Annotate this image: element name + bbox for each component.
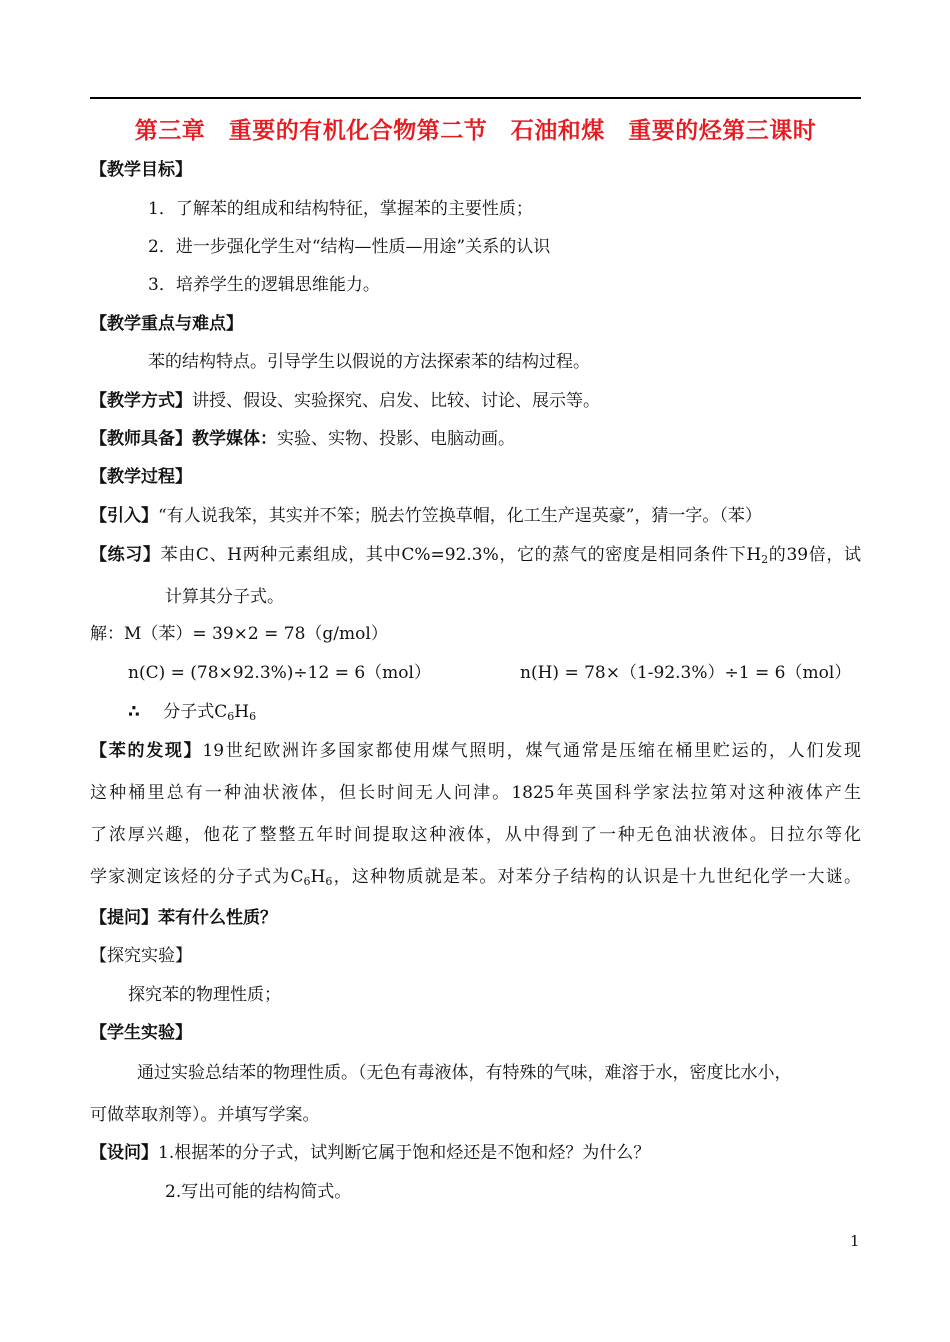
student-exp-line-2: 可做萃取剂等）。并填写学案。 [90,1105,320,1125]
discovery-text-4a: 学家测定该烃的分子式为C [90,867,304,887]
formula-sub-2: 6 [249,710,257,723]
formula-text-a: 分子式C [163,702,228,722]
exercise-subscript: 2 [761,553,769,566]
solution-nh: n(H) = 78×（1-92.3%）÷1 = 6（mol） [520,663,852,683]
inquiry-text: 探究苯的物理性质； [128,985,281,1005]
hypothesis-item-1: 1.根据苯的分子式，试判断它属于饱和烃还是不饱和烃？为什么？ [158,1143,651,1163]
solution-line-1: 解：M（苯）= 39×2 = 78（g/mol） [90,624,388,644]
discovery-sub-1: 6 [303,875,311,888]
discovery-line-2: 这种桶里总有一种油状液体，但长时间无人问津。1825年英国科学家法拉第对这种液体产生 [90,783,861,803]
header-rule [90,97,861,99]
intro-text: “有人说我笨，其实并不笨；脱去竹笠换草帽，化工生产逞英豪”，猜一字。（苯） [158,506,762,526]
discovery-line-4 [90,866,861,888]
student-exp-header: 【学生实验】 [90,1023,192,1043]
student-exp-line-1: 通过实验总结苯的物理性质。（无色有毒液体，有特殊的气味，难溶于水，密度比水小， [137,1063,792,1083]
intro-label: 【引入】 [90,506,158,526]
objective-item-2: 2．进一步强化学生对“结构—性质—用途”关系的认识 [148,237,551,257]
exercise-line-1 [90,544,861,566]
exercise-line-2: 计算其分子式。 [165,587,284,607]
key-points-text: 苯的结构特点。引导学生以假说的方法探索苯的结构过程。 [148,352,590,372]
key-points-header: 【教学重点与难点】 [90,314,243,334]
discovery-line-3: 了浓厚兴趣，他花了整整五年时间提取这种液体，从中得到了一种无色油状液体。日拉尔等化 [90,825,861,845]
teacher-prep-line [90,428,515,450]
hypothesis-item-2: 2.写出可能的结构简式。 [165,1182,352,1202]
hypothesis-label: 【设问】 [90,1143,158,1163]
discovery-text-4c: ，这种物质就是苯。对苯分子结构的认识是十九世纪化学一大谜。 [332,867,861,887]
methods-text: 讲授、假设、实验探究、启发、比较、讨论、展示等。 [192,391,600,411]
intro-line [90,505,762,527]
hypothesis-line-1 [90,1142,650,1164]
page-number: 1 [850,1232,860,1250]
teacher-prep-text: 实验、实物、投影、电脑动画。 [277,429,515,449]
solution-nc: n(C) = (78×92.3%)÷12 = 6（mol） [128,663,431,683]
objective-item-3: 3．培养学生的逻辑思维能力。 [148,275,380,295]
exercise-text-b: 的39倍，试 [768,545,861,565]
objectives-header: 【教学目标】 [90,160,192,180]
objective-item-1: 1．了解苯的组成和结构特征，掌握苯的主要性质； [148,199,533,219]
discovery-text-1: 19世纪欧洲许多国家都使用煤气照明，煤气通常是压缩在桶里贮运的，人们发现 [202,741,861,761]
discovery-sub-2: 6 [325,875,333,888]
therefore-symbol: ∴ [128,702,140,722]
discovery-line-1 [90,740,861,762]
discovery-label: 【苯的发现】 [90,741,203,761]
page-title: 第三章 重要的有机化合物第二节 石油和煤 重要的烃第三课时 [134,118,817,144]
discovery-text-4b: H [310,867,326,887]
question-line: 【提问】苯有什么性质？ [90,908,277,928]
methods-label: 【教学方式】 [90,391,192,411]
process-header: 【教学过程】 [90,467,192,487]
teacher-prep-label: 【教师具备】教学媒体： [90,429,277,449]
formula-text-b: H [234,702,250,722]
formula-sub-1: 6 [227,710,235,723]
inquiry-header: 【探究实验】 [90,946,192,966]
methods-line [90,390,600,412]
exercise-label: 【练习】 [90,545,161,565]
solution-conclusion [128,701,256,723]
exercise-text-a: 苯由C、H两种元素组成，其中C%=92.3%，它的蒸气的密度是相同条件下H [160,545,762,565]
